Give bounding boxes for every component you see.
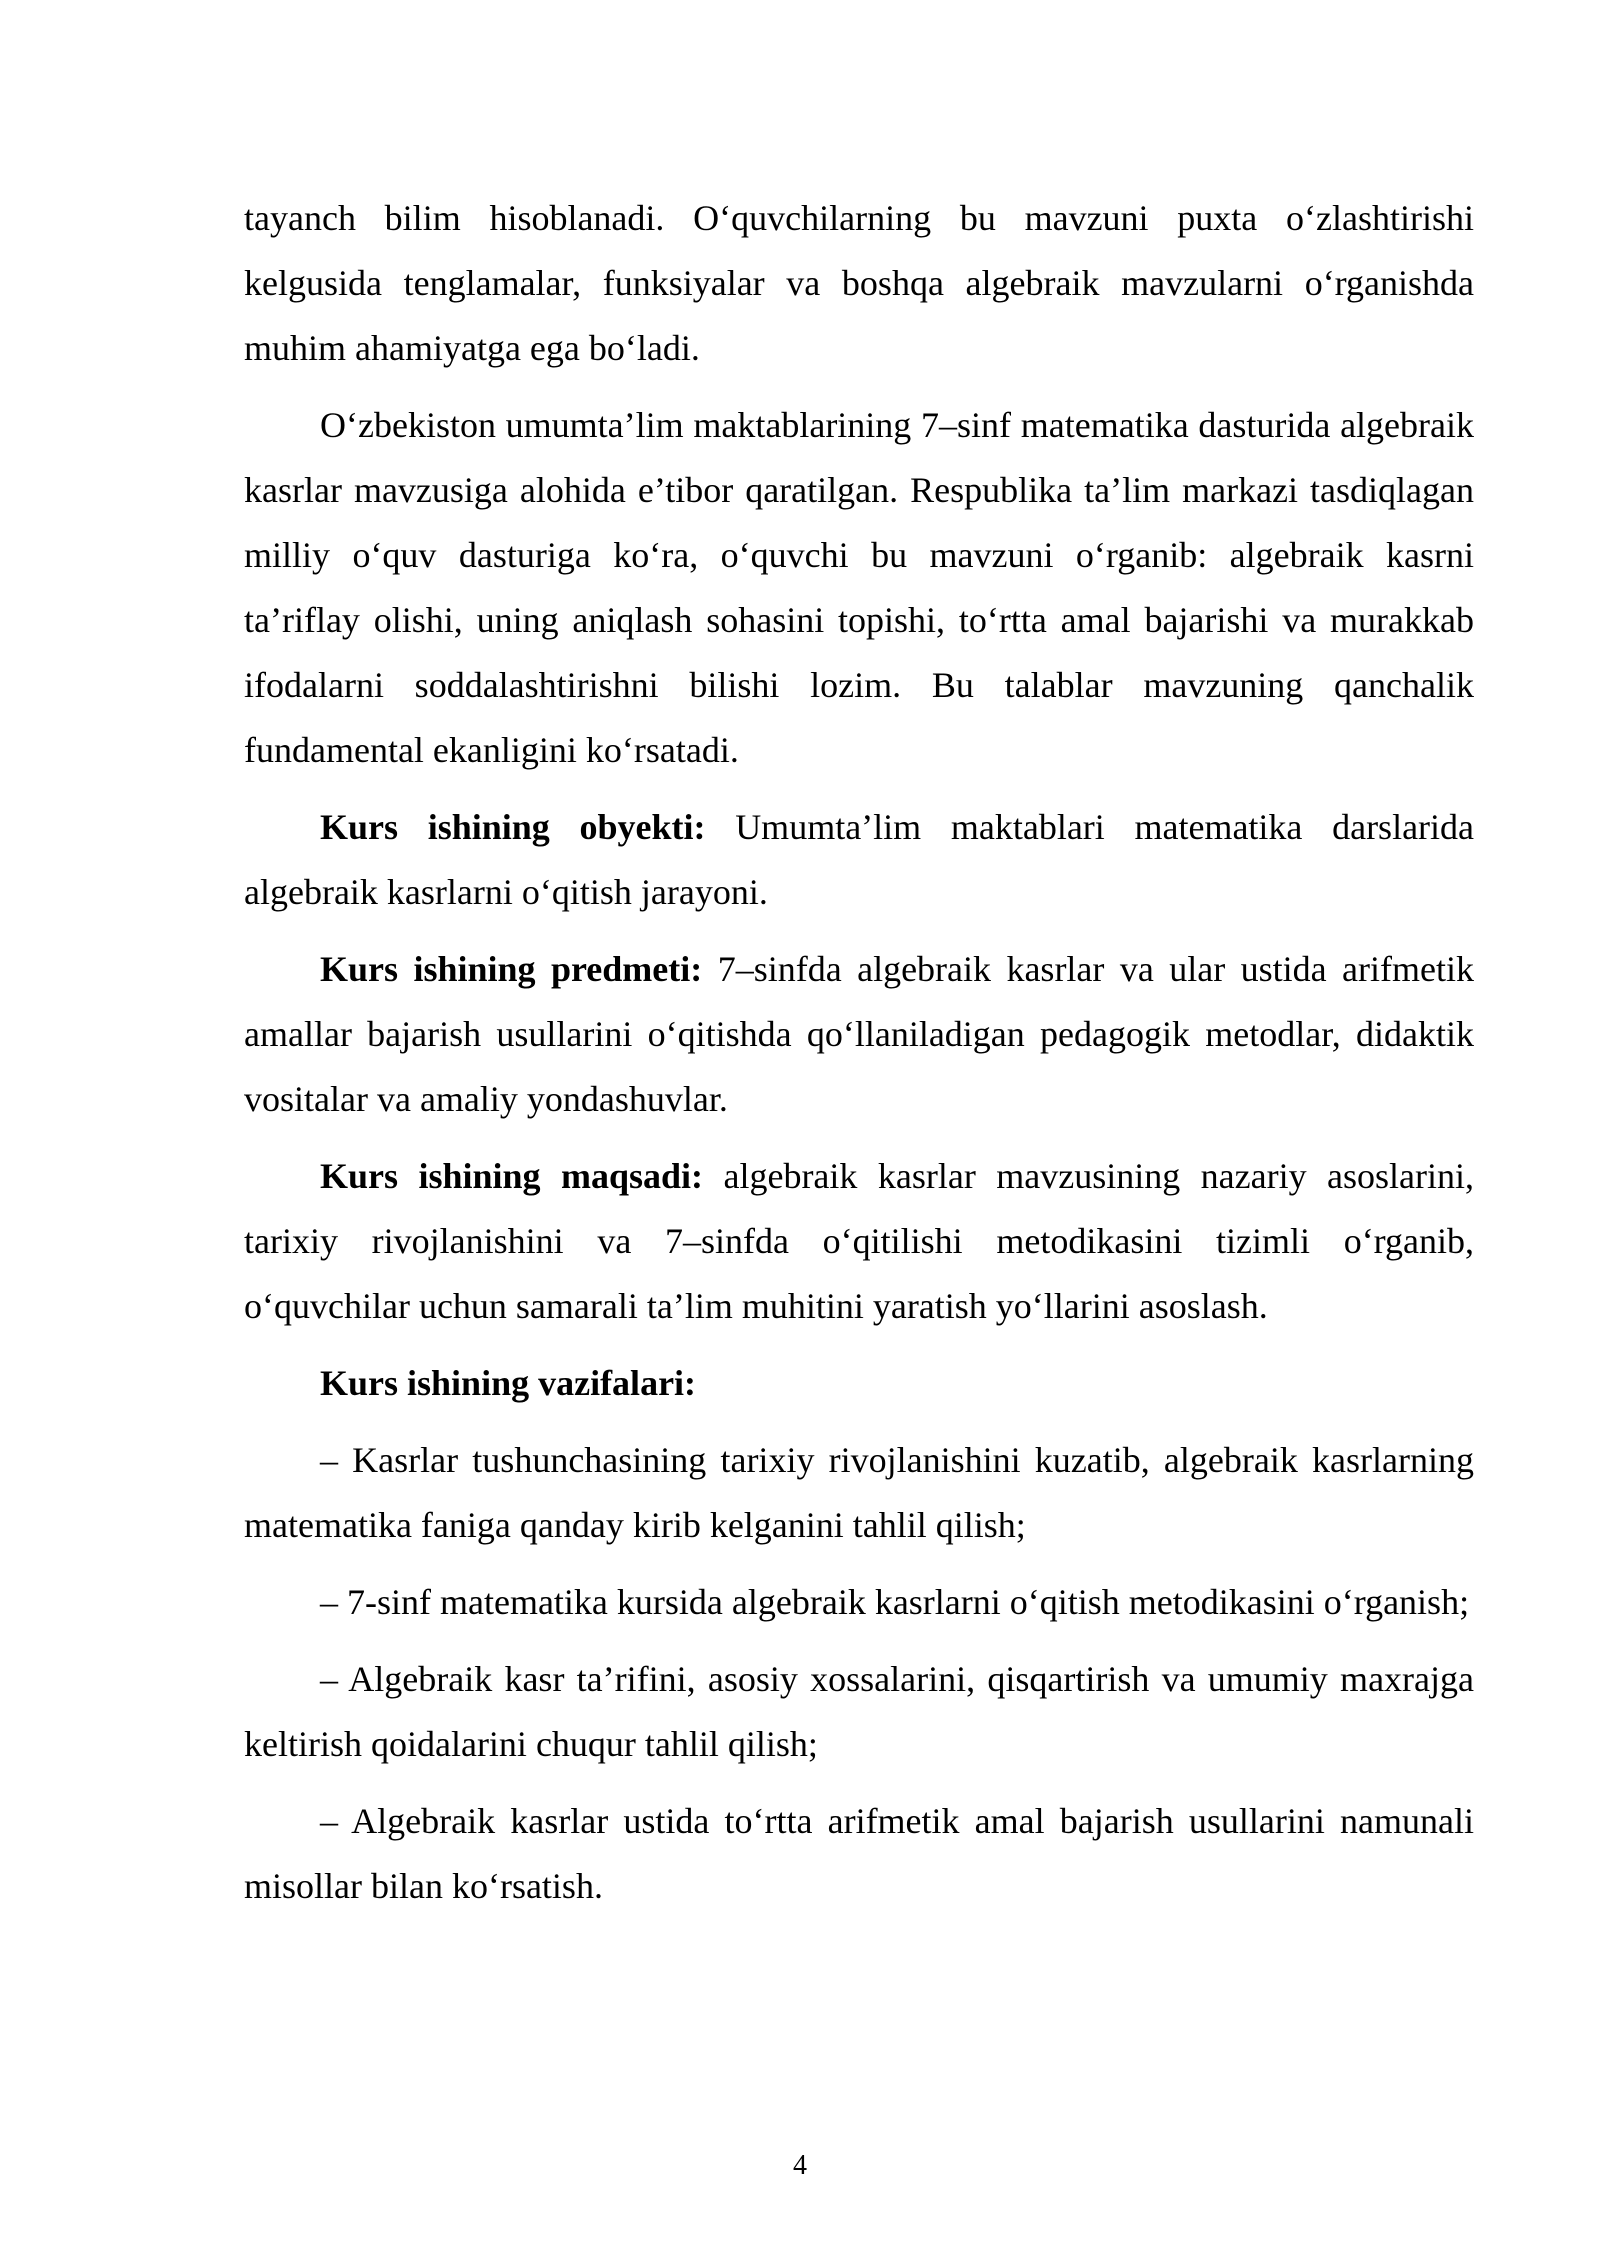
- task-item: [244, 1647, 1474, 1777]
- task-item: [244, 1570, 1474, 1635]
- paragraph-text: algebraik kasrlar mavzusining nazariy asoslarini, tarixiy rivojlanishini va 7–sinfda o‘qitilishi metodikasini tizimli o‘rganib, o‘quvchilar uchun samarali ta’lim muhitini yaratish yo‘llarini asoslash.: [244, 1156, 1475, 1326]
- task-item: [244, 1428, 1474, 1558]
- paragraph-text: O‘zbekiston umumta’lim maktablarining 7–sinf matematika dasturida algebraik kasrlar mavzusiga alohida e’tibor qaratilgan. Respublika ta’lim markazi tasdiqlagan milliy o‘quv dasturiga ko‘ra, o‘quvchi bu mavzuni o‘rganib: algebraik kasrni ta’riflay olishi, uning aniqlash sohasini topishi, to‘rtta amal bajarishi va murakkab ifodalarni soddalashtirishni bilishi lozim. Bu talablar mavzuning qanchalik fundamental ekanligini ko‘rsatadi.: [244, 405, 1474, 770]
- page-number: 4: [793, 2150, 807, 2181]
- paragraph-text: – 7-sinf matematika kursida algebraik kasrlarni o‘qitish metodikasini o‘rganish;: [320, 1582, 1470, 1622]
- paragraph-text: Umumta’lim maktablari matematika darslarida algebraik kasrlarni o‘qitish jarayoni.: [244, 807, 1475, 912]
- paragraph-label: Kurs ishining obyekti:: [320, 807, 706, 847]
- paragraph: [244, 186, 1474, 381]
- paragraph-label: Kurs ishining vazifalari:: [320, 1363, 697, 1403]
- paragraph-text: tayanch bilim hisoblanadi. O‘quvchilarning bu mavzuni puxta o‘zlashtirishi kelgusida tenglamalar, funksiyalar va boshqa algebraik mavzularni o‘rganishda muhim ahamiyatga ega bo‘ladi.: [244, 198, 1474, 368]
- paragraph-subject: [244, 937, 1474, 1132]
- paragraph-tasks-heading: [244, 1351, 1474, 1416]
- page-body: [244, 186, 1474, 1931]
- paragraph-text: – Algebraik kasrlar ustida to‘rtta arifmetik amal bajarish usullarini namunali misollar bilan ko‘rsatish.: [244, 1801, 1474, 1906]
- task-item: [244, 1789, 1474, 1919]
- paragraph-object: [244, 795, 1474, 925]
- paragraph-text: – Algebraik kasr ta’rifini, asosiy xossalarini, qisqartirish va umumiy maxrajga keltirish qoidalarini chuqur tahlil qilish;: [244, 1659, 1474, 1764]
- paragraph-goal: [244, 1144, 1474, 1339]
- paragraph-label: Kurs ishining predmeti:: [320, 949, 703, 989]
- paragraph-label: Kurs ishining maqsadi:: [320, 1156, 704, 1196]
- paragraph: [244, 393, 1474, 783]
- paragraph-text: 7–sinfda algebraik kasrlar va ular ustida arifmetik amallar bajarish usullarini o‘qitishda qo‘llaniladigan pedagogik metodlar, didaktik vositalar va amaliy yondashuvlar.: [244, 949, 1475, 1119]
- paragraph-text: – Kasrlar tushunchasining tarixiy rivojlanishini kuzatib, algebraik kasrlarning matematika faniga qanday kirib kelganini tahlil qilish;: [244, 1440, 1474, 1545]
